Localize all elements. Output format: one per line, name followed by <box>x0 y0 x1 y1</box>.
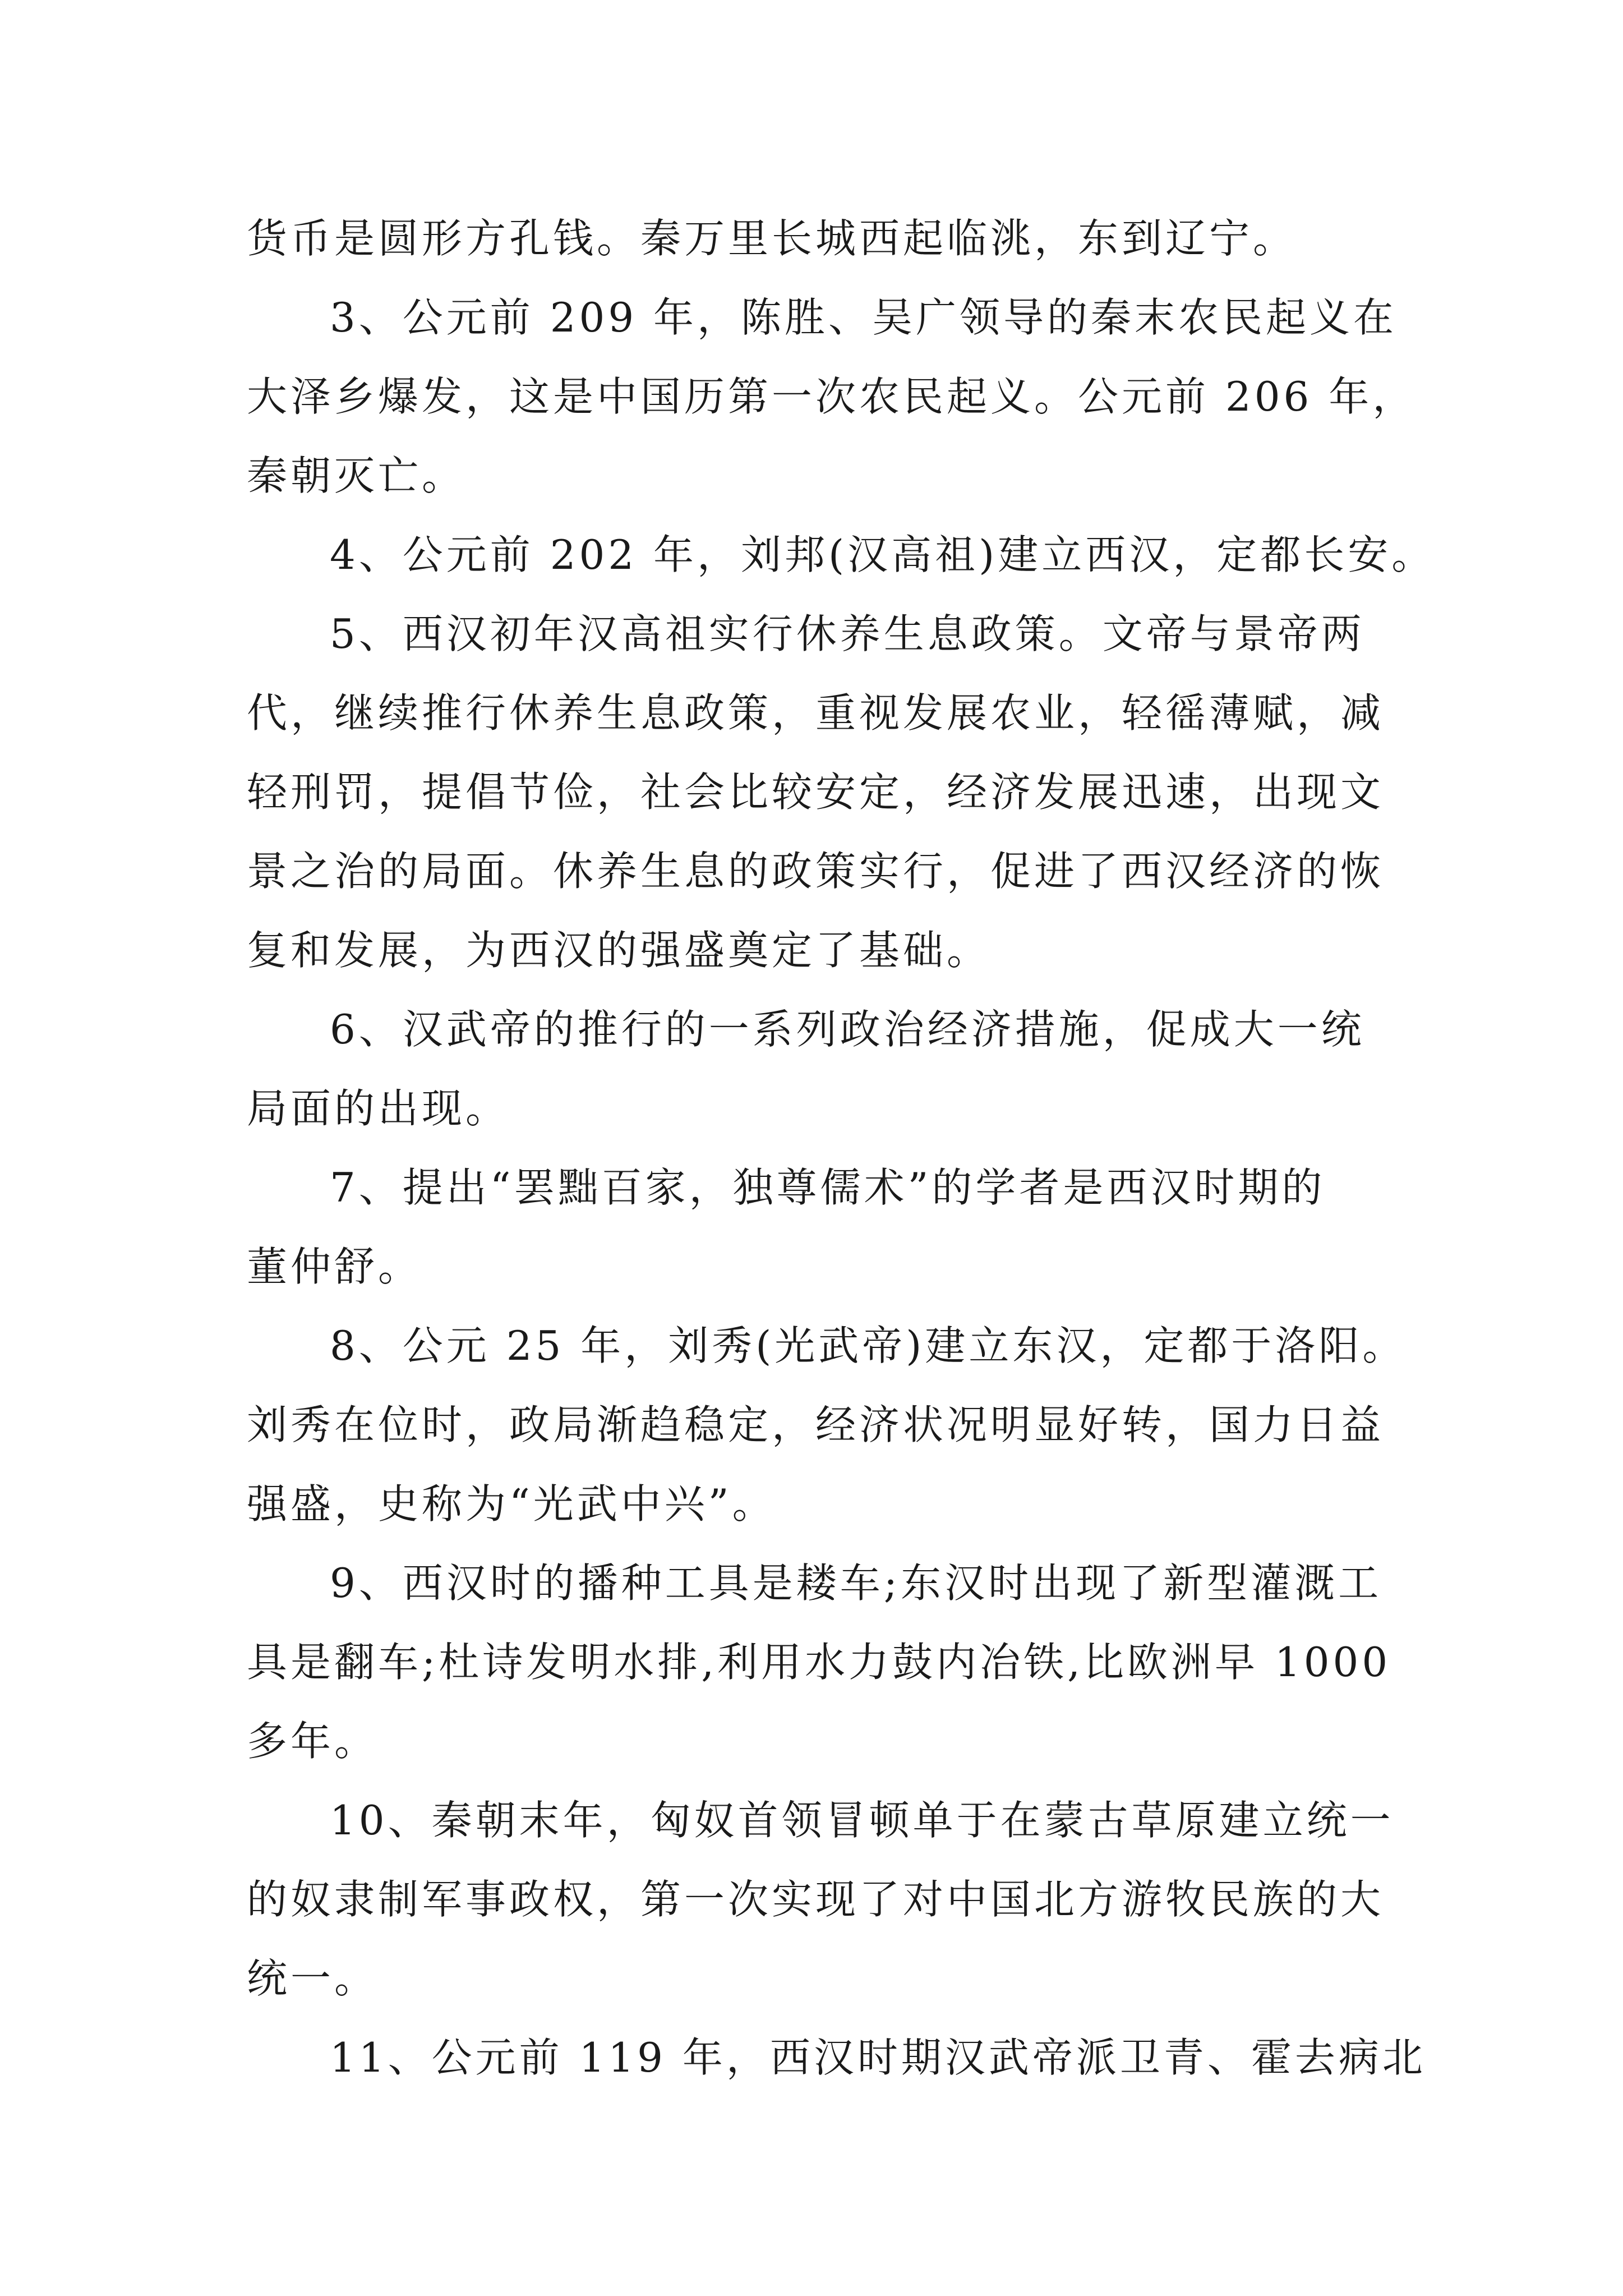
text-line: 大泽乡爆发，这是中国历第一次农民起义。公元前 206 年， <box>247 373 1417 420</box>
text-line: 货币是圆形方孔钱。秦万里长城西起临洮，东到辽宁。 <box>247 215 1297 262</box>
text-line: 董仲舒。 <box>247 1243 422 1290</box>
text-line: 9、西汉时的播种工具是耧车;东汉时出现了新型灌溉工 <box>330 1559 1382 1607</box>
text-line: 复和发展，为西汉的强盛奠定了基础。 <box>247 927 991 974</box>
text-line: 强盛，史称为“光武中兴”。 <box>247 1480 776 1527</box>
text-line: 8、公元 25 年，刘秀(光武帝)建立东汉，定都于洛阳。 <box>330 1322 1407 1369</box>
text-line: 局面的出现。 <box>247 1085 510 1132</box>
text-line: 多年。 <box>247 1718 379 1765</box>
document-body <box>247 199 1436 2097</box>
text-line: 的奴隶制军事政权，第一次实现了对中国北方游牧民族的大 <box>247 1876 1385 1923</box>
text-line: 5、西汉初年汉高祖实行休养生息政策。文帝与景帝两 <box>330 610 1365 657</box>
text-line: 3、公元前 209 年，陈胜、吴广领导的秦末农民起义在 <box>330 294 1398 341</box>
text-line: 10、秦朝末年，匈奴首领冒顿单于在蒙古草原建立统一 <box>330 1797 1394 1844</box>
text-line: 7、提出“罢黜百家，独尊儒术”的学者是西汉时期的 <box>330 1164 1326 1211</box>
text-line: 刘秀在位时，政局渐趋稳定，经济状况明显好转，国力日益 <box>247 1401 1385 1448</box>
text-line: 4、公元前 202 年，刘邦(汉高祖)建立西汉，定都长安。 <box>330 531 1436 578</box>
text-line: 统一。 <box>247 1955 379 2002</box>
text-line: 代，继续推行休养生息政策，重视发展农业，轻徭薄赋，减 <box>247 689 1385 737</box>
text-line: 秦朝灭亡。 <box>247 452 466 499</box>
text-line: 11、公元前 119 年，西汉时期汉武帝派卫青、霍去病北 <box>330 2034 1426 2081</box>
text-line: 6、汉武帝的推行的一系列政治经济措施，促成大一统 <box>330 1006 1365 1053</box>
text-line: 轻刑罚，提倡节俭，社会比较安定，经济发展迅速，出现文 <box>247 769 1385 816</box>
text-line: 具是翻车;杜诗发明水排,利用水力鼓内冶铁,比欧洲早 1000 <box>247 1639 1391 1686</box>
text-line: 景之治的局面。休养生息的政策实行，促进了西汉经济的恢 <box>247 848 1385 895</box>
